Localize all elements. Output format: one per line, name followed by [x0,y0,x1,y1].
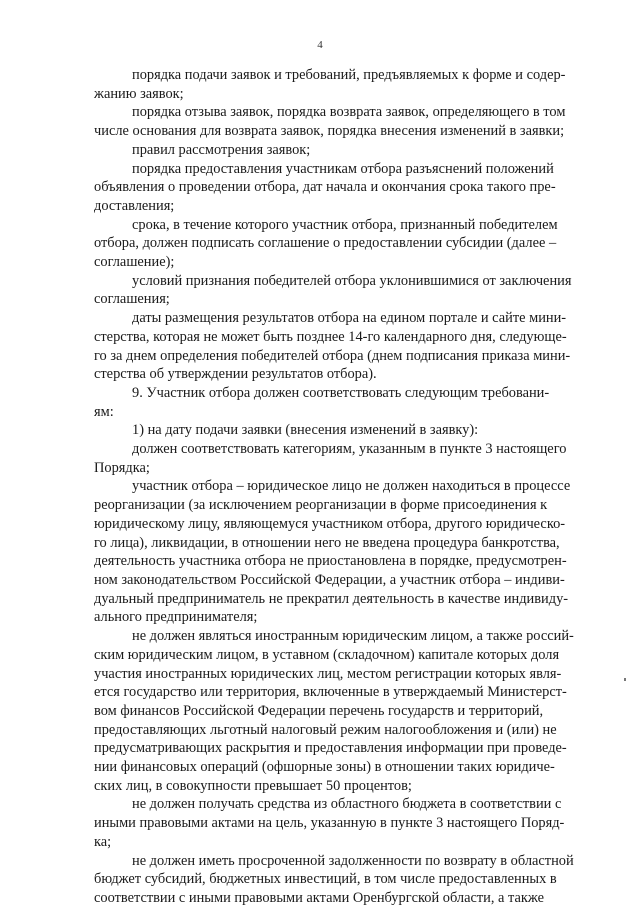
paragraph-evasion-conditions: условий признания победителей отбора уклонившимися от заключения соглашения; [94,272,572,308]
paragraph-clause-9: 9. Участник отбора должен соответствовать следующим требовани- ям: [94,384,550,420]
document-body [94,66,597,908]
paragraph-clarifications: порядка предоставления участникам отбора разъяснений положений объявления о проведении отбора, дат начала и окончания срока такого пре- доставления; [94,160,556,214]
paragraph-subclause-1: 1) на дату подачи заявки (внесения изменений в заявку): [132,422,479,439]
page-number: 4 [317,39,323,51]
paragraph-budget-funds: не должен получать средства из областного бюджета в соответствии с иными правовыми актами на цель, указанную в пункте 3 настоящего Поряд- ка; [94,796,565,850]
paragraph-results-publication: даты размещения результатов отбора на едином портале и сайте мини- стерства, которая не может быть позднее 14-го календарного дня, следующе- го за днем определения победителей отбора (днем подписания приказа мини- стерства об утверждении результатов отбора). [94,310,571,383]
paragraph-application-withdrawal: порядка отзыва заявок, порядка возврата заявок, определяющего в том числе основания для возврата заявок, порядка внесения изменений в заявки; [94,104,566,140]
paragraph-application-submission: порядка подачи заявок и требований, предъявляемых к форме и содер- жанию заявок; [94,67,566,102]
paragraph-agreement-deadline: срока, в течение которого участник отбора, признанный победителем отбора, должен подписать соглашение о предоставлении субсидии (далее – соглашение); [94,216,558,271]
paragraph-foreign-entity: не должен являться иностранным юридическим лицом, а также россий- ским юридическим лицом, в уставном (складочном) капитале которых доля участия иностранных юридических лиц, местом регистрации которых явля- ется государство или территория, включенные в утверждаемый Министерст- вом финансов Российской Федерации перечень государств и территорий, предоставляющих льготный налоговый режим налогообложения и (или) не предусматривающих раскрытия и предоставления информации при проведе- нии финансовых операций (офшорные зоны) в отношении таких юридиче- ских лиц, в совокупности превышает 50 процентов; [94,628,574,794]
paragraph-review-rules: правил рассмотрения заявок; [132,141,311,158]
paragraph-reorganization: участник отбора – юридическое лицо не должен находиться в процессе реорганизации (за исключением реорганизации в форме присоединения к юридическому лицу, являющемуся участником отбора, другого юридическо- го лица), ликвидации, в отношении него не введена процедура банкротства, деятельность участника отбора не приостановлена в порядке, предусмотрен- ном законодательством Российской Федерации, а участник отбора – индиви- дуальный предприниматель не прекратил деятельность в качестве индивиду- ального предпринимателя; [94,478,571,626]
paragraph-categories: должен соответствовать категориям, указанным в пункте 3 настоящего Порядка; [94,441,567,476]
scan-speck [624,678,626,681]
paragraph-overdue-debt: не должен иметь просроченной задолженности по возврату в областной бюджет субсидий, бюджетных инвестиций, в том числе предоставленных в соответствии с иными правовыми актами Оренбургской области, а также [94,852,574,906]
